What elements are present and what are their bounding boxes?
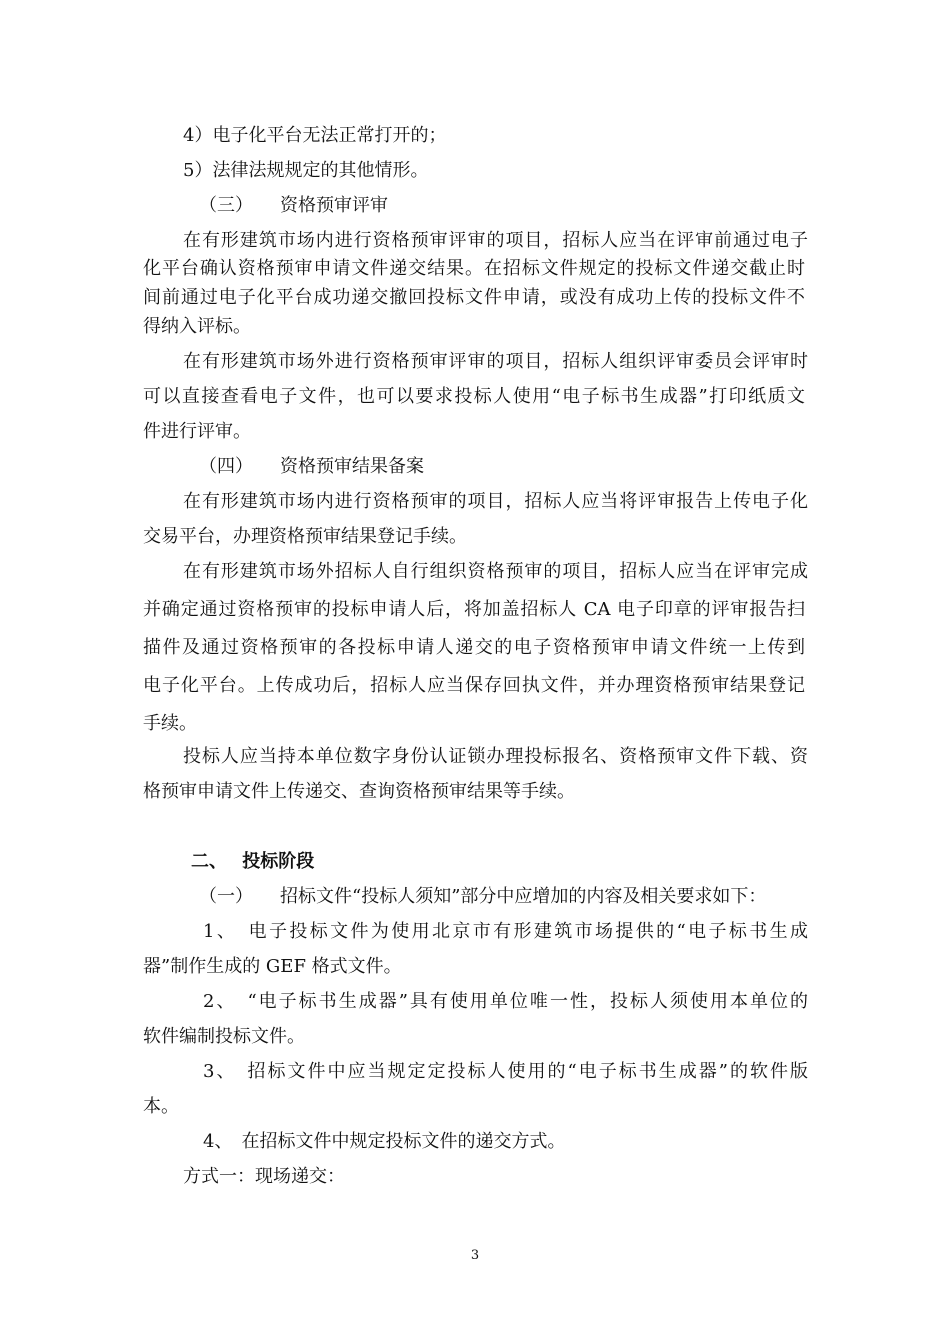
document-page: 4）电子化平台无法正常打开的； 5）法律法规规定的其他情形。 （三） 资格预审评审 在有形建筑市场内进行资格预审评审的项目，招标人应当在评审前通过电子 化平台确认资格预审申请文件递交结果。在招标文件规定的投标文件递交截止时 间前通过电子化平台成功递交撤回投标文件申请，或没有成功上传的投标文件不 得纳入评标。 在有形建筑市场外进行资格预审评审的项目，招标人组织评审委员会评审时 可以直接查看电子文件，也可以要求投标人使用“电子标书生成器”打印纸质文 件进行评审。 （四） 资格预审结果备案 在有形建筑市场内进行资格预审的项目，招标人应当将评审报告上传电子化 交易平台，办理资格预审结果登记手续。 在有形建筑市场外招标人自行组织资格预审的项目，招标人应当在评审完成 并确定通过资格预审的投标申请人后，将加盖招标人 CA 电子印章的评审报告扫 描件及通过资格预审的各投标申请人递交的电子资格预审申请文件统一上传到 电子化平台。上传成功后，招标人应当保存回执文件，并办理资格预审结果登记 手续。 投标人应当持本单位数字身份认证锁办理投标报名、资格预审文件下载、资 格预审申请文件上传递交、查询资格预审结果等手续。 二、 投标阶段 （一） 招标文件“投标人须知”部分中应增加的内容及相关要求如下： 1、 电子投标文件为使用北京市有形建筑市场提供的“电子标书生成 器”制作生成的 GEF 格式文件。 2、 “电子标书生成器”具有使用单位唯一性，投标人须使用本单位的 软件编制投标文件。 3、 招标文件中应当规定定投标人使用的“电子标书生成器”的软件版 本。 4、 在招标文件中规定投标文件的递交方式。 方式一：现场递交： 3 xyxy=(0,0,950,1344)
page-number: 3 xyxy=(470,1248,480,1263)
